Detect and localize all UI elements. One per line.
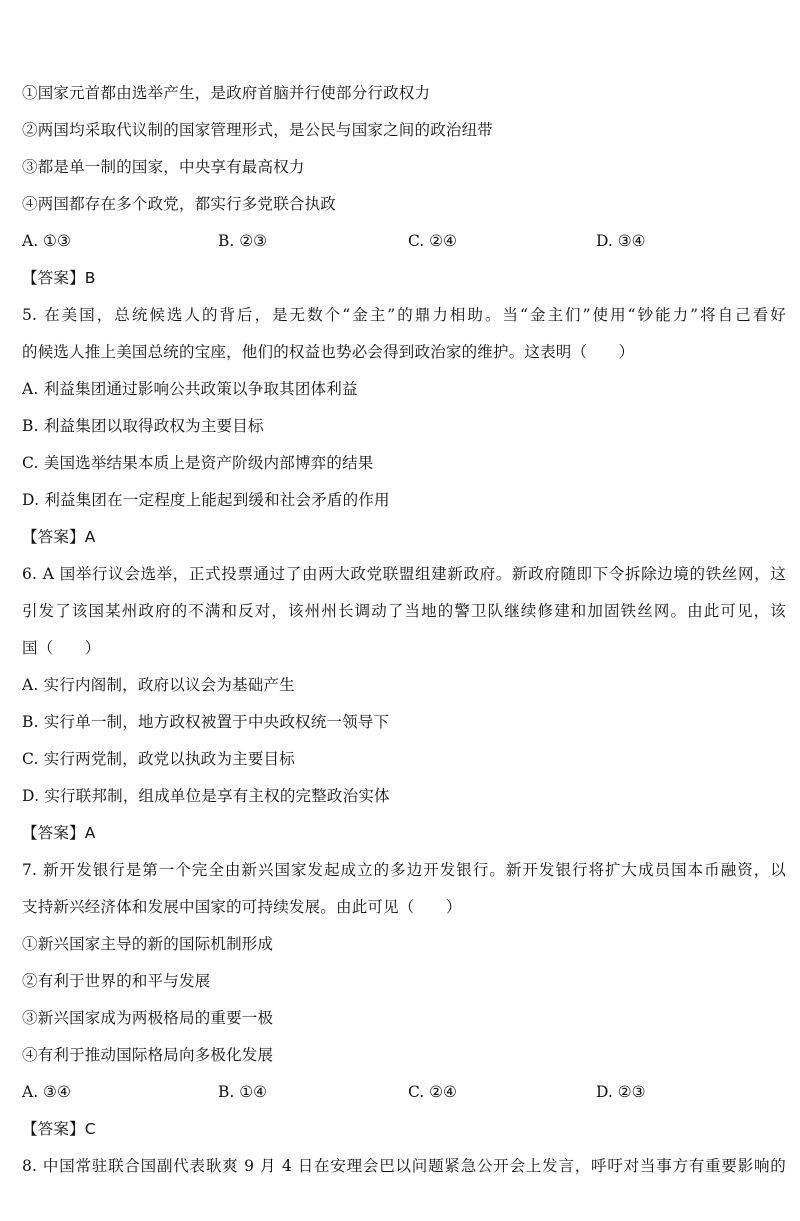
q4-statement-3: ③都是单一制的国家，中央享有最高权力: [22, 158, 305, 176]
q4-option-a: A. ①③: [22, 232, 71, 250]
q7-option-a: A. ③④: [22, 1083, 71, 1101]
q4-statement-4: ④两国都存在多个政党，都实行多党联合执政: [22, 195, 337, 213]
q5-option-b: B. 利益集团以取得政权为主要目标: [22, 417, 264, 435]
q5-stem-line-1: 5. 在美国，总统候选人的背后，是无数个“金主”的鼎力相助。当“金主们”使用“钞能力”将自己看好: [22, 306, 786, 324]
q4-option-c: C. ②④: [408, 232, 457, 250]
q7-stem-line-2: 支持新兴经济体和发展中国家的可持续发展。由此可见（ ）: [22, 898, 462, 916]
q5-option-c: C. 美国选举结果本质上是资产阶级内部博弈的结果: [22, 454, 374, 472]
q7-option-b: B. ①④: [218, 1083, 268, 1101]
q7-option-d: D. ②③: [596, 1083, 646, 1101]
q4-statement-1: ①国家元首都由选举产生，是政府首脑并行使部分行政权力: [22, 84, 431, 102]
q5-option-a: A. 利益集团通过影响公共政策以争取其团体利益: [22, 380, 358, 398]
q7-statement-4: ④有利于推动国际格局向多极化发展: [22, 1046, 274, 1064]
q5-stem-line-2: 的候选人推上美国总统的宝座，他们的权益也势必会得到政治家的维护。这表明（ ）: [22, 343, 635, 361]
q6-stem-line-1: 6. A 国举行议会选举，正式投票通过了由两大政党联盟组建新政府。新政府随即下令拆除边境的铁丝网，这: [22, 565, 786, 583]
q5-option-d: D. 利益集团在一定程度上能起到缓和社会矛盾的作用: [22, 491, 390, 509]
q7-statement-1: ①新兴国家主导的新的国际机制形成: [22, 935, 274, 953]
q5-answer: 【答案】A: [22, 528, 96, 546]
q6-option-b: B. 实行单一制，地方政权被置于中央政权统一领导下: [22, 713, 390, 731]
q7-statement-2: ②有利于世界的和平与发展: [22, 972, 211, 990]
q4-options: [22, 230, 782, 252]
q7-option-c: C. ②④: [408, 1083, 457, 1101]
q4-answer: 【答案】B: [22, 269, 96, 287]
q4-option-b: B. ②③: [218, 232, 268, 250]
q8-stem-line-1: 8. 中国常驻联合国副代表耿爽 9 月 4 日在安理会巴以问题紧急公开会上发言，呼吁对当事方有重要影响的: [22, 1157, 786, 1175]
q4-statement-2: ②两国均采取代议制的国家管理形式，是公民与国家之间的政治纽带: [22, 121, 494, 139]
q7-statement-3: ③新兴国家成为两极格局的重要一极: [22, 1009, 274, 1027]
q6-stem-line-3: 国（ ）: [22, 639, 101, 657]
q6-option-a: A. 实行内阁制，政府以议会为基础产生: [22, 676, 295, 694]
q7-options: [22, 1081, 782, 1103]
q6-option-c: C. 实行两党制，政党以执政为主要目标: [22, 750, 295, 768]
q6-stem-line-2: 引发了该国某州政府的不满和反对，该州州长调动了当地的警卫队继续修建和加固铁丝网。由此可见，该: [22, 602, 786, 620]
q4-option-d: D. ③④: [596, 232, 646, 250]
q6-option-d: D. 实行联邦制，组成单位是享有主权的完整政治实体: [22, 787, 390, 805]
q6-answer: 【答案】A: [22, 824, 96, 842]
q7-stem-line-1: 7. 新开发银行是第一个完全由新兴国家发起成立的多边开发银行。新开发银行将扩大成员国本币融资，以: [22, 861, 786, 879]
q7-answer: 【答案】C: [22, 1120, 96, 1138]
